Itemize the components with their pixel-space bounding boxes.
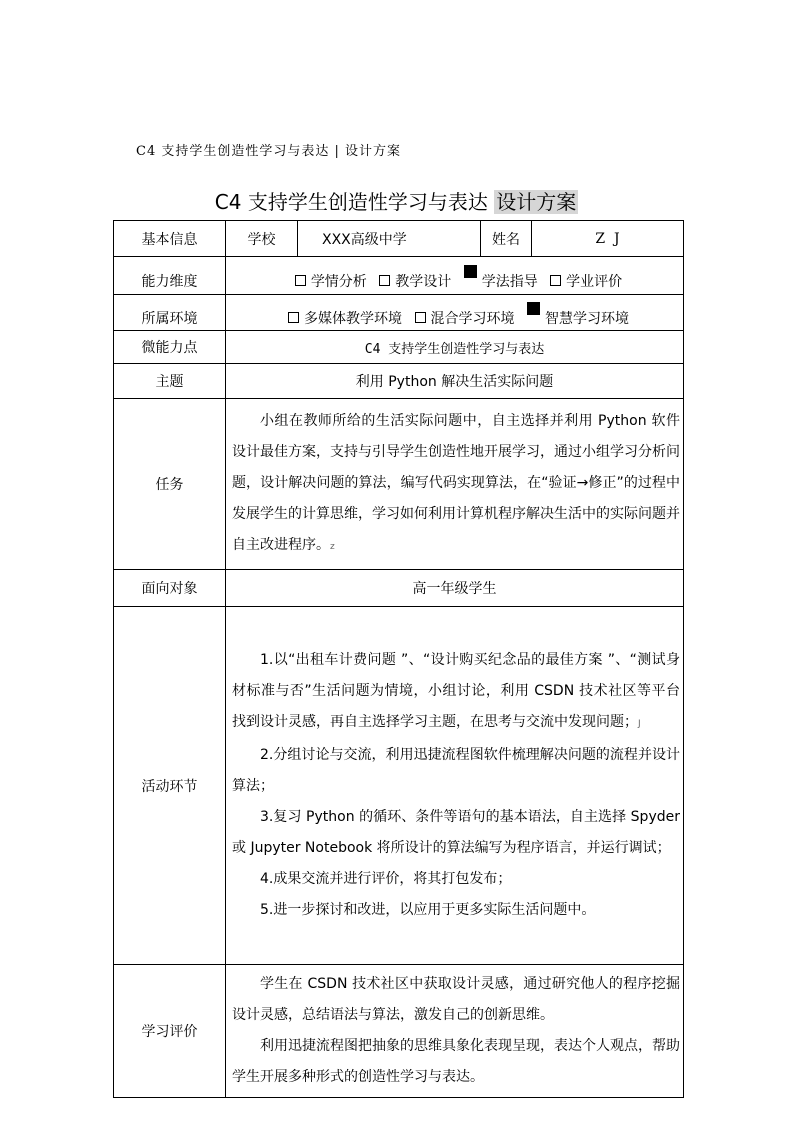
env-option-2: 智慧学习环境 [544,310,629,327]
basic-info-label: 基本信息 [114,221,226,257]
ability-option-2: 学法指导 [481,273,538,290]
activity-row [114,607,684,965]
task-mark: z [330,541,335,552]
task-text [226,406,683,563]
document-title [0,186,793,215]
design-form-table [113,220,684,1098]
activity-item: 2.分组讨论与交流，利用迅捷流程图软件梳理解决问题的流程并设计算法； [232,747,680,794]
page-header: C4 支持学生创造性学习与表达 | 设计方案 [136,144,401,159]
ability-row [114,257,684,295]
ability-label-text: 能力维度 [141,273,198,290]
task-row [114,399,684,570]
ability-option-3: 学业评价 [566,273,623,290]
school-label: 学校 [226,221,298,256]
checkbox-ability-2[interactable] [464,265,477,278]
basic-info-cell [226,221,684,257]
activity-item: 4.成果交流并进行评价，将其打包发布； [260,871,512,887]
task-cell [226,399,684,570]
activity-item: 3.复习 Python 的循环、条件等语句的基本语法，自主选择 Spyder 或 Jupyter Notebook 将所设计的算法编写为程序语言，并运行调试； [232,809,680,856]
environment-options-line [280,311,629,327]
activity-item-text: 1.以“出租车计费问题 ”、“设计购买纪念品的最佳方案 ”、“测试身材标准与否”生活问题为情境，小组讨论，利用 CSDN 技术社区等平台找到设计灵感，再自主选择学习主题，在思考与交流中发现问题； [232,652,680,730]
checkbox-env-1[interactable] [415,312,426,323]
activity-label: 活动环节 [114,607,226,965]
title-main: C4 支持学生创造性学习与表达 [214,190,488,214]
environment-label [114,295,226,331]
school-value: XXX高级中学 [298,221,481,256]
env-option-1: 混合学习环境 [430,310,515,327]
env-option-0: 多媒体教学环境 [304,310,403,327]
audience-row [114,570,684,607]
checkbox-env-2[interactable] [527,302,540,315]
task-text-body: 小组在教师所给的生活实际问题中，自主选择并利用 Python 软件设计最佳方案，支持与引导学生创造性地开展学习，通过小组学习分析问题，设计解决问题的算法，编写代码实现算法，在“验证→修正”的过程中发展学生的计算思维，学习如何利用计算机程序解决生活中的实际问题并自主改进程序。 [232,412,680,553]
title-highlight: 设计方案 [496,190,577,214]
theme-label: 主题 [114,364,226,399]
audience-label: 面向对象 [114,570,226,607]
environment-options [226,295,684,331]
checkbox-ability-3[interactable] [550,275,561,286]
name-value: Z J [595,230,620,247]
evaluation-paragraph: 学生在 CSDN 技术社区中获取设计灵感，通过研究他人的程序挖掘设计灵感，总结语法与算法，激发自己的创新思维。 [232,976,680,1023]
activity-mark: J [638,719,641,729]
checkbox-env-0[interactable] [288,312,299,323]
basic-info-row [114,221,684,257]
ability-option-1: 教学设计 [395,273,452,290]
ability-options [226,257,684,295]
activity-item [226,645,683,740]
ability-option-0: 学情分析 [310,273,367,290]
evaluation-cell [226,965,684,1098]
name-label: 姓名 [481,221,532,256]
micro-ability-value: C4 支持学生创造性学习与表达 [226,331,684,364]
micro-ability-row [114,331,684,364]
environment-row [114,295,684,331]
evaluation-label: 学习评价 [114,965,226,1098]
audience-value: 高一年级学生 [226,570,684,607]
theme-row [114,364,684,399]
checkbox-ability-0[interactable] [295,275,306,286]
checkbox-ability-1[interactable] [379,275,390,286]
micro-ability-label: 微能力点 [114,331,226,364]
evaluation-paragraph: 利用迅捷流程图把抽象的思维具象化表现呈现，表达个人观点，帮助学生开展多种形式的创造性学习与表达。 [232,1038,680,1085]
activity-item: 5.进一步探讨和改进，以应用于更多实际生活问题中。 [260,902,596,918]
environment-label-text: 所属环境 [141,310,198,327]
ability-options-line [287,274,622,290]
theme-value: 利用 Python 解决生活实际问题 [226,364,684,399]
ability-label [114,257,226,295]
evaluation-row [114,965,684,1098]
activity-cell [226,607,684,965]
task-label: 任务 [114,399,226,570]
